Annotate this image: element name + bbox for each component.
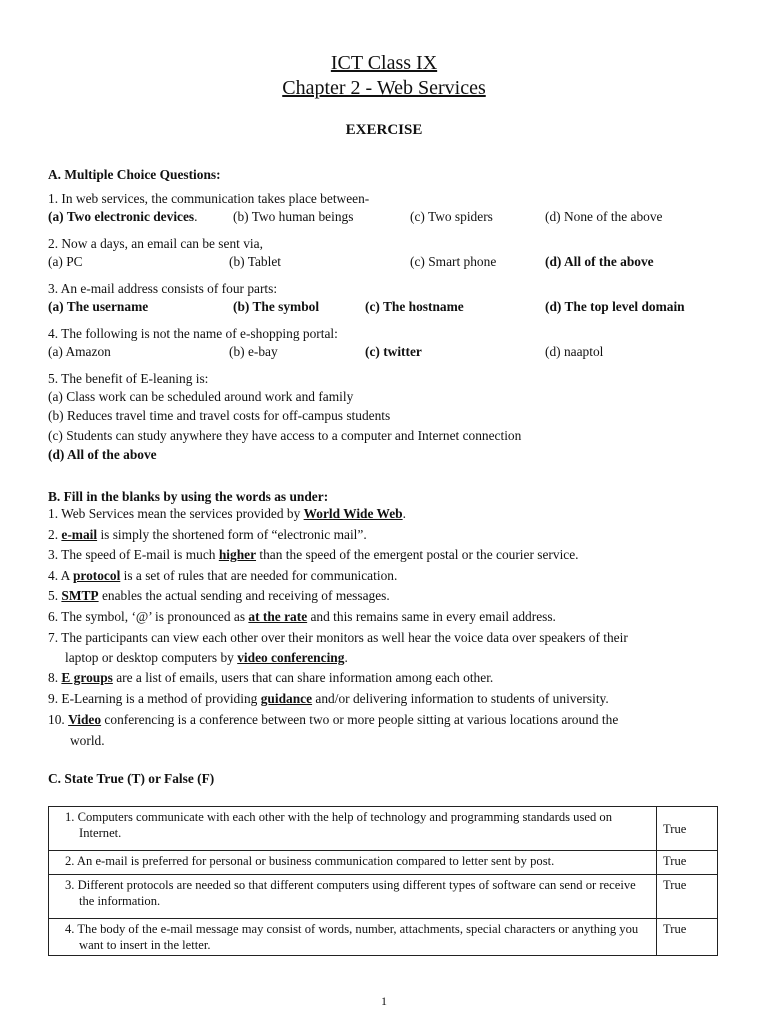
fill-blank-3 bbox=[48, 547, 579, 563]
table-row bbox=[49, 807, 718, 851]
fill-blank-6 bbox=[48, 609, 556, 625]
q4-option-c: (c) twitter bbox=[365, 344, 422, 359]
answer-cell: True bbox=[657, 919, 718, 956]
answer-cell: True bbox=[657, 875, 718, 919]
fill-blank-9-answer: guidance bbox=[260, 691, 313, 706]
question-3: 3. An e-mail address consists of four parts: bbox=[48, 281, 278, 296]
q5-option-c: (c) Students can study anywhere they have access to a computer and Internet connection bbox=[48, 428, 522, 443]
fill-blank-2-answer: e-mail bbox=[61, 527, 98, 542]
section-b-heading: B. Fill in the blanks by using the words as under: bbox=[48, 489, 329, 504]
fill-blank-8-post: are a list of emails, users that can share information among each other. bbox=[112, 670, 494, 685]
question-2: 2. Now a days, an email can be sent via, bbox=[48, 236, 263, 251]
fill-blank-2-pre: 2. bbox=[48, 527, 62, 542]
fill-blank-9 bbox=[48, 691, 609, 707]
statement-text: 1. Computers communicate with each other with the help of technology and programming standards used on Internet. bbox=[65, 810, 612, 840]
table-row bbox=[49, 875, 718, 919]
fill-blank-2-post: is simply the shortened form of “electronic mail”. bbox=[97, 527, 367, 542]
fill-blank-8 bbox=[48, 670, 493, 686]
true-false-table bbox=[48, 806, 718, 956]
q2-option-b: (b) Tablet bbox=[229, 254, 281, 269]
q2-option-d: (d) All of the above bbox=[545, 254, 654, 269]
statement-text: 3. Different protocols are needed so that different computers using different types of software can send or receive the information. bbox=[65, 878, 636, 908]
fill-blank-2 bbox=[48, 527, 367, 543]
statement-cell bbox=[49, 875, 657, 919]
fill-blank-7-answer: video conferencing bbox=[237, 650, 345, 665]
q5-option-a: (a) Class work can be scheduled around work and family bbox=[48, 389, 354, 404]
fill-blank-1-pre: 1. Web Services mean the services provided by bbox=[48, 506, 304, 521]
section-c-heading: C. State True (T) or False (F) bbox=[48, 771, 215, 786]
q5-option-d: (d) All of the above bbox=[48, 447, 157, 462]
answer-cell: True bbox=[657, 807, 718, 851]
statement-text: 2. An e-mail is preferred for personal or business communication compared to letter sent by post. bbox=[65, 854, 555, 868]
q3-option-b: (b) The symbol bbox=[233, 299, 320, 314]
fill-blank-10-answer: Video bbox=[68, 712, 102, 727]
statement-cell bbox=[49, 807, 657, 851]
q4-option-b: (b) e-bay bbox=[229, 344, 278, 359]
fill-blank-4-post: is a set of rules that are needed for communication. bbox=[120, 568, 398, 583]
fill-blank-5 bbox=[48, 588, 390, 604]
fill-blank-7-line1: 7. The participants can view each other over their monitors as well hear the voice data over speakers of their bbox=[48, 630, 628, 645]
fill-blank-7-post: . bbox=[344, 650, 348, 665]
fill-blank-7-line2 bbox=[65, 650, 348, 666]
q2-option-c: (c) Smart phone bbox=[410, 254, 497, 269]
q1-option-b: (b) Two human beings bbox=[233, 209, 354, 224]
page-number: 1 bbox=[381, 994, 387, 1008]
fill-blank-5-pre: 5. bbox=[48, 588, 62, 603]
q1-option-a-dot: . bbox=[194, 209, 198, 224]
q3-option-d: (d) The top level domain bbox=[545, 299, 685, 314]
fill-blank-6-post: and this remains same in every email address. bbox=[307, 609, 556, 624]
fill-blank-4-answer: protocol bbox=[72, 568, 121, 583]
fill-blank-4-pre: 4. A bbox=[48, 568, 73, 583]
fill-blank-8-pre: 8. bbox=[48, 670, 62, 685]
q1-option-d: (d) None of the above bbox=[545, 209, 663, 224]
fill-blank-7-pre: laptop or desktop computers by bbox=[65, 650, 238, 665]
q1-option-a bbox=[48, 209, 198, 225]
fill-blank-10-post: conferencing is a conference between two or more people sitting at various locations around the bbox=[101, 712, 619, 727]
q4-option-a: (a) Amazon bbox=[48, 344, 111, 359]
fill-blank-10-line2: world. bbox=[70, 733, 105, 748]
fill-blank-3-pre: 3. The speed of E-mail is much bbox=[48, 547, 219, 562]
fill-blank-6-pre: 6. The symbol, ‘@’ is pronounced as bbox=[48, 609, 249, 624]
statement-cell bbox=[49, 919, 657, 956]
fill-blank-1 bbox=[48, 506, 406, 522]
q1-option-a-text: (a) Two electronic devices bbox=[48, 209, 195, 224]
q2-option-a: (a) PC bbox=[48, 254, 83, 269]
fill-blank-9-pre: 9. E-Learning is a method of providing bbox=[48, 691, 261, 706]
fill-blank-5-post: enables the actual sending and receiving of messages. bbox=[98, 588, 390, 603]
fill-blank-1-answer: World Wide Web bbox=[303, 506, 403, 521]
document-title: ICT Class IX bbox=[330, 52, 438, 74]
table-row bbox=[49, 851, 718, 875]
question-1: 1. In web services, the communication takes place between- bbox=[48, 191, 370, 206]
question-4: 4. The following is not the name of e-shopping portal: bbox=[48, 326, 338, 341]
fill-blank-8-answer: E groups bbox=[61, 670, 113, 685]
q4-option-d: (d) naaptol bbox=[545, 344, 604, 359]
question-5: 5. The benefit of E-leaning is: bbox=[48, 371, 209, 386]
exercise-heading: EXERCISE bbox=[345, 122, 423, 138]
fill-blank-5-answer: SMTP bbox=[61, 588, 99, 603]
fill-blank-3-post: than the speed of the emergent postal or the courier service. bbox=[256, 547, 579, 562]
statement-cell bbox=[49, 851, 657, 875]
fill-blank-4 bbox=[48, 568, 397, 584]
q3-option-c: (c) The hostname bbox=[365, 299, 464, 314]
chapter-title: Chapter 2 - Web Services bbox=[282, 77, 486, 99]
answer-cell: True bbox=[657, 851, 718, 875]
fill-blank-10 bbox=[48, 712, 618, 728]
fill-blank-1-post: . bbox=[402, 506, 406, 521]
fill-blank-9-post: and/or delivering information to students of university. bbox=[312, 691, 609, 706]
table-row bbox=[49, 919, 718, 956]
q3-option-a: (a) The username bbox=[48, 299, 149, 314]
statement-text: 4. The body of the e-mail message may consist of words, number, attachments, special characters or anything you want to insert in the letter. bbox=[65, 922, 639, 952]
fill-blank-6-answer: at the rate bbox=[248, 609, 308, 624]
section-a-heading: A. Multiple Choice Questions: bbox=[48, 167, 221, 182]
q5-option-b: (b) Reduces travel time and travel costs for off-campus students bbox=[48, 408, 391, 423]
fill-blank-10-pre: 10. bbox=[48, 712, 69, 727]
q1-option-c: (c) Two spiders bbox=[410, 209, 493, 224]
fill-blank-3-answer: higher bbox=[218, 547, 257, 562]
